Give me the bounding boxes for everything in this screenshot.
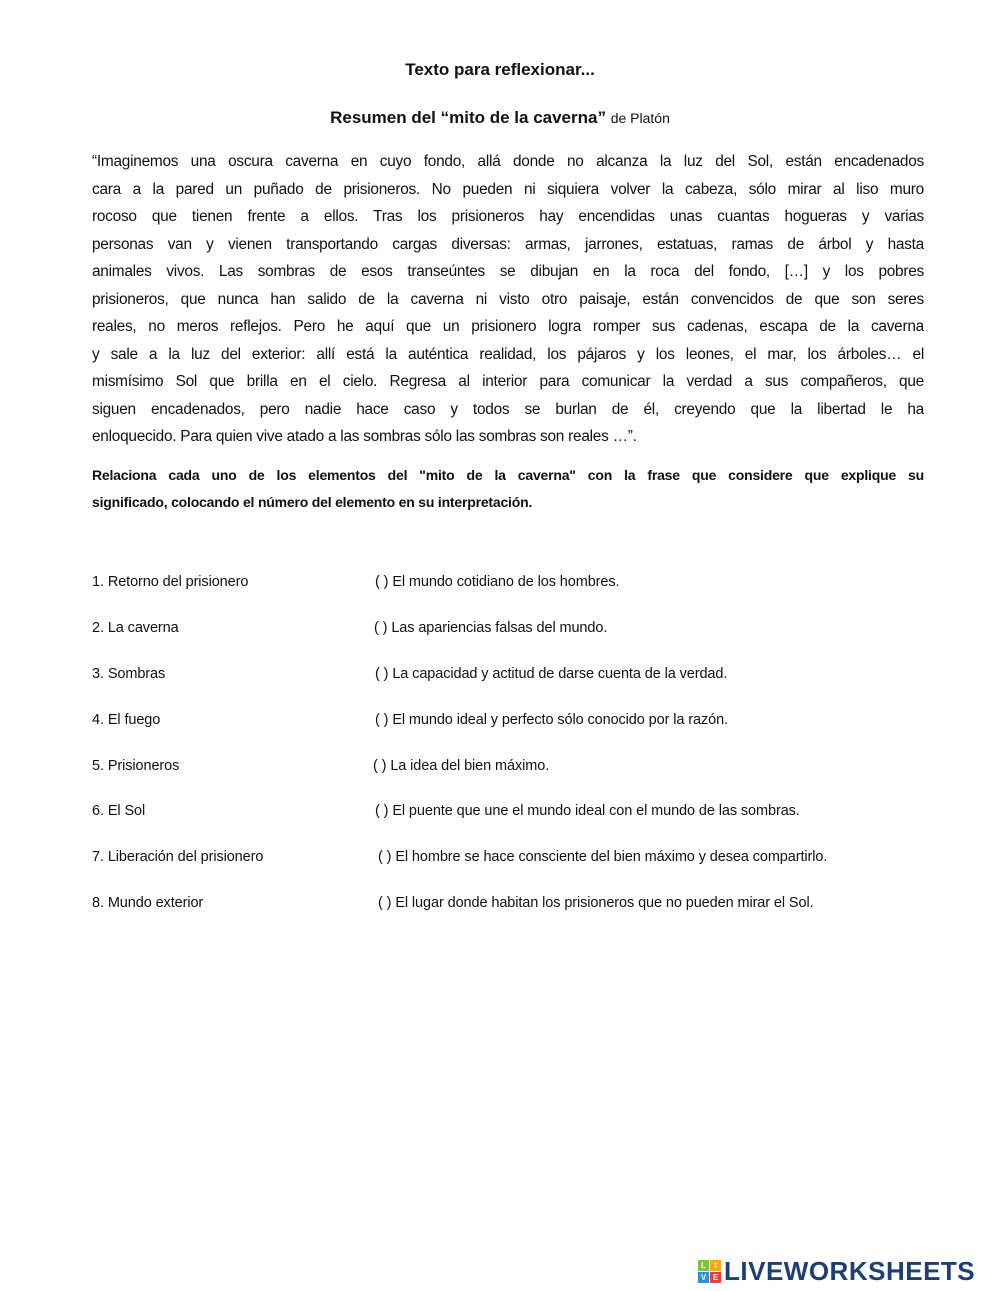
- element-label: 7. Liberación del prisionero: [92, 849, 264, 865]
- worksheet-subtitle: [0, 108, 1000, 128]
- element-label: 3. Sombras: [92, 666, 166, 682]
- instruction-line: Relaciona cada uno de los elementos del "mito de la caverna" con la frase que considere que explique su: [92, 467, 924, 483]
- meaning-answer-slot[interactable]: ( ) Las apariencias falsas del mundo.: [374, 620, 608, 636]
- paragraph-line: “Imaginemos una oscura caverna en cuyo fondo, allá donde no alcanza la luz del Sol, están encadenados: [92, 153, 924, 170]
- element-label: 1. Retorno del prisionero: [92, 574, 249, 590]
- paragraph-line: mismísimo Sol que brilla en el cielo. Regresa al interior para comunicar la verdad a sus compañeros, que: [92, 373, 924, 390]
- element-label: 6. El Sol: [92, 803, 146, 819]
- badge-letter: V: [698, 1272, 709, 1283]
- instructions: [92, 462, 924, 516]
- cave-myth-paragraph: [92, 148, 924, 451]
- element-label: 8. Mundo exterior: [92, 895, 204, 911]
- element-label: 4. El fuego: [92, 712, 161, 728]
- element-label: 2. La caverna: [92, 620, 179, 636]
- paragraph-line: personas van y vienen transportando cargas diversas: armas, jarrones, estatuas, ramas de árbol y hasta: [92, 235, 924, 253]
- subtitle-main: Resumen del “mito de la caverna”: [330, 108, 606, 127]
- paragraph-line: enloquecido. Para quien vive atado a las sombras sólo las sombras son reales …”.: [92, 428, 637, 445]
- meaning-answer-slot[interactable]: ( ) El mundo ideal y perfecto sólo conocido por la razón.: [375, 712, 728, 728]
- badge-letter: E: [710, 1272, 721, 1283]
- logo-text: LIVEWORKSHEETS: [724, 1256, 976, 1286]
- paragraph-line: rocoso que tienen frente a ellos. Tras los prisioneros hay encendidas unas cuantas hogueras y varias: [92, 208, 924, 225]
- meaning-answer-slot[interactable]: ( ) El puente que une el mundo ideal con el mundo de las sombras.: [375, 803, 800, 819]
- worksheet-title: Texto para reflexionar...: [405, 60, 595, 79]
- paragraph-line: y sale a la luz del exterior: allí está la auténtica realidad, los pájaros y los leones, el mar, los árboles… el: [92, 345, 924, 363]
- paragraph-line: siguen encadenados, pero nadie hace caso y todos se burlan de él, creyendo que la libertad le ha: [92, 400, 924, 418]
- meaning-answer-slot[interactable]: ( ) El hombre se hace consciente del bien máximo y desea compartirlo.: [378, 849, 828, 865]
- instruction-line: significado, colocando el número del elemento en su interpretación.: [92, 494, 533, 510]
- badge-letter: I: [710, 1260, 721, 1271]
- paragraph-line: prisioneros, que nunca han salido de la caverna ni visto otro paisaje, están convencidos de que son seres: [92, 290, 924, 308]
- meaning-answer-slot[interactable]: ( ) El mundo cotidiano de los hombres.: [375, 574, 620, 590]
- subtitle-author: de Platón: [610, 110, 670, 126]
- paragraph-line: animales vivos. Las sombras de esos transeúntes se dibujan en la roca del fondo, […] y los pobres: [92, 263, 924, 280]
- paragraph-line: cara a la pared un puñado de prisioneros. No pueden ni siquiera volver la cabeza, sólo mirar al liso muro: [92, 180, 924, 198]
- meaning-answer-slot[interactable]: ( ) La idea del bien máximo.: [373, 758, 550, 774]
- live-badge-icon: [698, 1260, 721, 1283]
- meaning-answer-slot[interactable]: ( ) El lugar donde habitan los prisioneros que no pueden mirar el Sol.: [378, 895, 814, 911]
- element-label: 5. Prisioneros: [92, 758, 180, 774]
- liveworksheets-logo: [698, 1256, 975, 1287]
- meaning-answer-slot[interactable]: ( ) La capacidad y actitud de darse cuenta de la verdad.: [375, 666, 728, 682]
- badge-letter: L: [698, 1260, 709, 1271]
- paragraph-line: reales, no meros reflejos. Pero he aquí que un prisionero logra romper sus cadenas, escapa de la caverna: [92, 318, 924, 335]
